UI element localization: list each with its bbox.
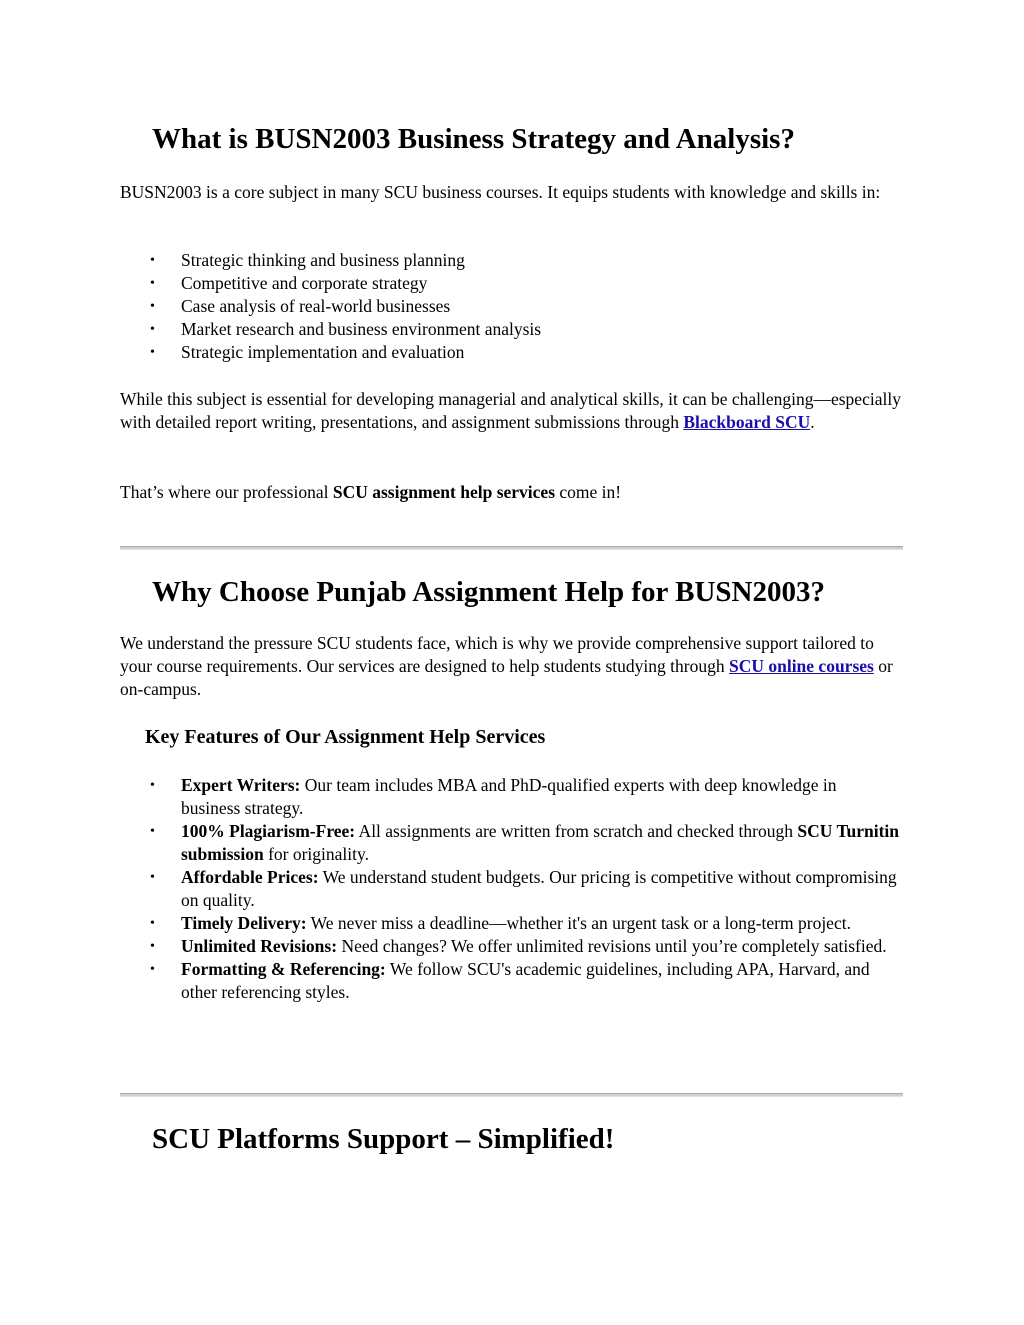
bullet-icon: • [150, 778, 155, 793]
challenge-paragraph: While this subject is essential for developing managerial and analytical skills, it can be challenging—especially with detailed report writing, presentations, and assignment submissions through Blackboard SCU. [120, 389, 901, 432]
scu-online-courses-link[interactable]: SCU online courses [728, 656, 874, 676]
cta-paragraph: That’s where our professional SCU assignment help services come in! [120, 482, 622, 502]
list-item: • Unlimited Revisions: Need changes? We offer unlimited revisions until you’re completely satisfied. [150, 936, 887, 956]
bullet-icon: • [150, 939, 155, 954]
list-item: • Timely Delivery: We never miss a deadline—whether it's an urgent task or a long-term project. [150, 913, 851, 933]
cta-bold-text: SCU assignment help services [332, 482, 556, 502]
bullet-icon: • [150, 870, 155, 885]
bullet-icon: • [150, 253, 155, 268]
support-paragraph: We understand the pressure SCU students face, which is why we provide comprehensive support tailored to your course requirements. Our services are designed to help students studying through SCU online courses or on-campus. [120, 633, 893, 699]
list-item: • Affordable Prices: We understand student budgets. Our pricing is competitive without compromising on quality. [150, 867, 897, 910]
section-heading-why-choose: Why Choose Punjab Assignment Help for BUSN2003? [152, 576, 826, 608]
bullet-icon: • [150, 322, 155, 337]
section-heading-platforms-support: SCU Platforms Support – Simplified! [152, 1123, 615, 1155]
bullet-icon: • [150, 824, 155, 839]
bullet-icon: • [150, 916, 155, 931]
horizontal-divider [120, 1093, 903, 1097]
bullet-icon: • [150, 299, 155, 314]
list-item: • Market research and business environment analysis [150, 319, 542, 339]
list-item: • Competitive and corporate strategy [150, 273, 428, 293]
list-item: • Formatting & Referencing: We follow SCU's academic guidelines, including APA, Harvard, and other referencing styles. [150, 959, 870, 1002]
topics-list [120, 249, 910, 364]
list-item: • Expert Writers: Our team includes MBA and PhD-qualified experts with deep knowledge in business strategy. [150, 775, 837, 818]
list-item: • Strategic implementation and evaluation [150, 342, 465, 362]
intro-paragraph: BUSN2003 is a core subject in many SCU business courses. It equips students with knowledge and skills in: [120, 182, 881, 202]
list-item: • Case analysis of real-world businesses [150, 296, 451, 316]
blackboard-scu-link[interactable]: Blackboard SCU [683, 412, 811, 432]
features-list [120, 774, 910, 1004]
bullet-icon: • [150, 276, 155, 291]
list-item: • Strategic thinking and business planning [150, 250, 465, 270]
section-heading-busn2003: What is BUSN2003 Business Strategy and Analysis? [152, 123, 795, 155]
bullet-icon: • [150, 962, 155, 977]
key-features-heading: Key Features of Our Assignment Help Services [145, 726, 546, 748]
list-item: • 100% Plagiarism-Free: All assignments are written from scratch and checked through SCU Turnitin submission for originality. [150, 821, 900, 864]
bullet-icon: • [150, 345, 155, 360]
horizontal-divider [120, 546, 903, 550]
